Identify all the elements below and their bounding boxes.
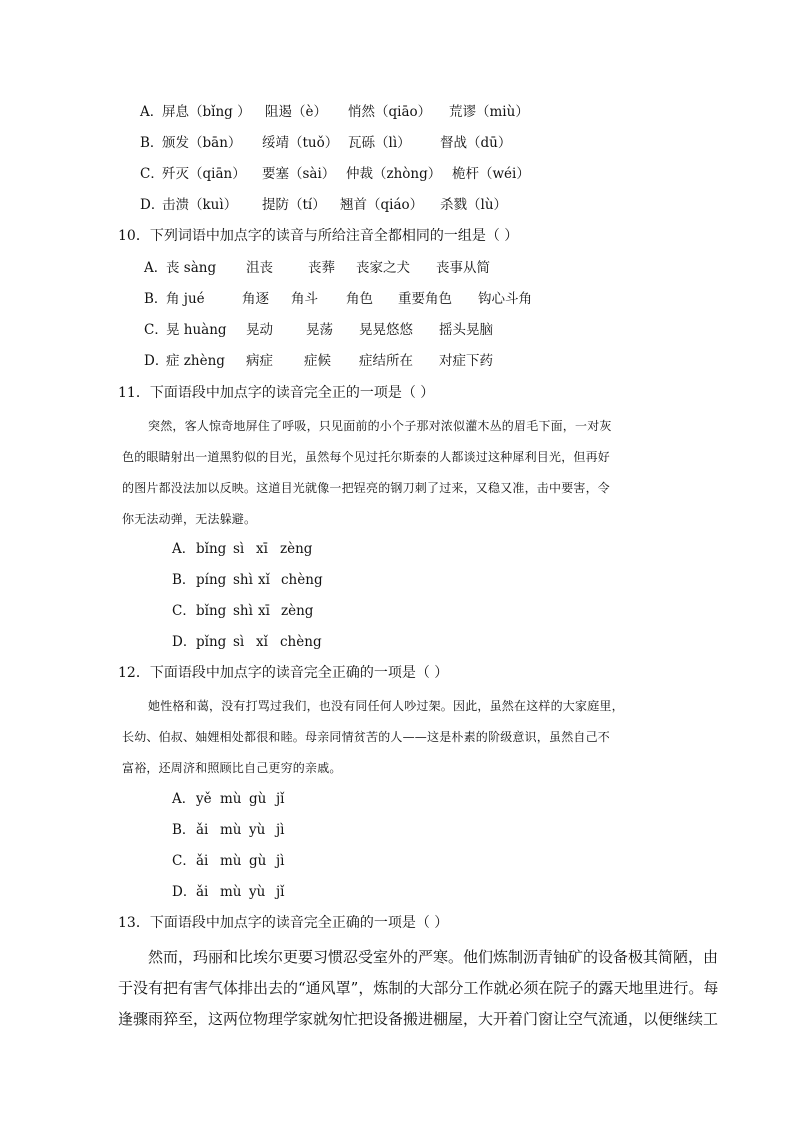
option-item: 桅杆（wéi）: [452, 166, 530, 182]
option-item: ǎi: [196, 884, 209, 900]
option-item: sì: [233, 634, 245, 650]
option-label: A．: [144, 260, 168, 276]
option-item: xǐ: [258, 572, 270, 588]
option-item: 歼灭（qiān）: [162, 166, 246, 182]
option-item: 症 zhèng: [166, 353, 225, 369]
option-label: C．: [140, 166, 164, 182]
option-item: mù: [220, 822, 242, 838]
option-item: 重要角色: [398, 291, 452, 307]
option-item: ǎi: [196, 853, 209, 869]
option-item: 丧家之犬: [356, 260, 410, 276]
passage-line: 你无法动弹，无法躲避。: [122, 512, 257, 526]
option-item: sì: [233, 541, 245, 557]
option-item: shì: [233, 603, 253, 619]
option-label: A．: [140, 104, 164, 120]
option-item: 角斗: [291, 291, 318, 307]
option-item: 丧事从简: [436, 260, 490, 276]
option-item: 丧 sàng: [166, 260, 217, 276]
option-item: 荒谬（miù）: [449, 104, 529, 120]
option-item: bǐng: [196, 603, 227, 619]
option-item: 晃 huàng: [166, 322, 227, 338]
option-item: 角 jué: [166, 291, 205, 307]
option-item: gù: [249, 853, 267, 869]
passage-line: 于没有把有害气体排出去的“通风罩”，炼制的大部分工作就必须在院子的露天地里进行。每: [118, 979, 719, 997]
option-item: 督战（dū）: [440, 135, 512, 151]
option-label: C．: [172, 603, 196, 619]
passage-line: 突然，客人惊奇地屏住了呼吸，只见面前的小个子那对浓似灌木丛的眉毛下面，一对灰: [148, 419, 612, 433]
option-item: 翘首（qiáo）: [340, 197, 424, 213]
option-item: 屏息（bǐng ）: [162, 104, 251, 120]
option-item: ǎi: [196, 822, 209, 838]
option-item: 瓦砾（lì）: [348, 135, 411, 151]
option-item: 晃动: [246, 322, 273, 338]
passage-line: 逢骤雨猝至，这两位物理学家就匆忙把设备搬进棚屋，大开着门窗让空气流通，以便继续工: [118, 1010, 719, 1028]
question-stem: 10．下列词语中加点字的读音与所给注音全都相同的一组是（ ）: [118, 228, 519, 244]
option-item: xǐ: [256, 634, 268, 650]
option-label: D．: [172, 884, 197, 900]
question-stem: 11．下面语段中加点字的读音完全正的一项是（ ）: [118, 385, 435, 401]
passage-line: 长幼、伯叔、妯娌相处都很和睦。母亲同情贫苦的人——这是朴素的阶级意识，虽然自己不: [122, 730, 611, 744]
option-label: A．: [172, 541, 196, 557]
option-item: 钩心斗角: [478, 291, 532, 307]
option-item: mù: [220, 853, 242, 869]
option-item: bǐng: [196, 541, 227, 557]
option-item: píng: [196, 572, 227, 588]
option-item: xī: [256, 541, 268, 557]
option-item: 丧葬: [308, 260, 335, 276]
option-item: 晃荡: [306, 322, 333, 338]
option-item: jǐ: [276, 884, 285, 900]
option-label: C．: [144, 322, 168, 338]
option-item: zèng: [281, 603, 314, 619]
option-item: 要塞（sài）: [262, 166, 336, 182]
passage-line: 色的眼睛射出一道黑豹似的目光，虽然每个见过托尔斯泰的人都谈过这种犀利目光，但再好: [122, 450, 611, 464]
question-stem: 13．下面语段中加点字的读音完全正确的一项是（ ）: [118, 915, 449, 931]
option-label: D．: [140, 197, 165, 213]
option-item: chèng: [281, 572, 323, 588]
option-item: jì: [276, 822, 285, 838]
option-item: shì: [233, 572, 253, 588]
option-item: gù: [249, 791, 267, 807]
passage-line: 的图片都没法加以反映。这道目光就像一把锃亮的钢刀刺了过来，又稳又准，击中要害，令: [122, 481, 611, 495]
option-item: yě: [196, 791, 212, 807]
option-item: 阻遏（è）: [265, 104, 327, 120]
option-item: 症结所在: [359, 353, 413, 369]
passage-line: 富裕，还周济和照顾比自己更穷的亲戚。: [122, 761, 342, 775]
option-item: 击溃（kuì）: [162, 197, 238, 213]
option-item: 颁发（bān）: [162, 135, 242, 151]
option-item: 沮丧: [246, 260, 273, 276]
option-item: yù: [249, 884, 266, 900]
passage-line: 她性格和蔼，没有打骂过我们，也没有同任何人吵过架。因此，虽然在这样的大家庭里，: [148, 699, 624, 713]
option-label: B．: [172, 822, 196, 838]
option-label: B．: [140, 135, 164, 151]
option-label: B．: [172, 572, 196, 588]
option-item: 病症: [246, 353, 273, 369]
option-label: B．: [144, 291, 168, 307]
option-item: 对症下药: [439, 353, 493, 369]
option-item: 晃晃悠悠: [359, 322, 413, 338]
option-item: 摇头晃脑: [439, 322, 493, 338]
option-item: zèng: [280, 541, 313, 557]
option-item: jì: [276, 853, 285, 869]
option-item: 悄然（qiāo）: [348, 104, 432, 120]
option-item: mù: [220, 791, 242, 807]
option-item: chèng: [280, 634, 322, 650]
option-item: yù: [249, 822, 266, 838]
option-item: jǐ: [276, 791, 285, 807]
option-label: D．: [144, 353, 169, 369]
option-label: D．: [172, 634, 197, 650]
option-item: 提防（tí）: [262, 197, 326, 213]
question-stem: 12．下面语段中加点字的读音完全正确的一项是（ ）: [118, 665, 449, 681]
option-item: mù: [220, 884, 242, 900]
option-label: A．: [172, 791, 196, 807]
option-item: 杀戮（lù）: [440, 197, 508, 213]
passage-line: 然而，玛丽和比埃尔更要习惯忍受室外的严寒。他们炼制沥青铀矿的设备极其简陋，由: [148, 948, 719, 966]
option-label: C．: [172, 853, 196, 869]
option-item: 症候: [304, 353, 331, 369]
option-item: 仲裁（zhòng）: [346, 166, 442, 182]
option-item: 角逐: [242, 291, 269, 307]
option-item: xī: [258, 603, 270, 619]
option-item: 绥靖（tuǒ）: [262, 135, 339, 151]
option-item: pǐng: [196, 634, 227, 650]
option-item: 角色: [346, 291, 373, 307]
